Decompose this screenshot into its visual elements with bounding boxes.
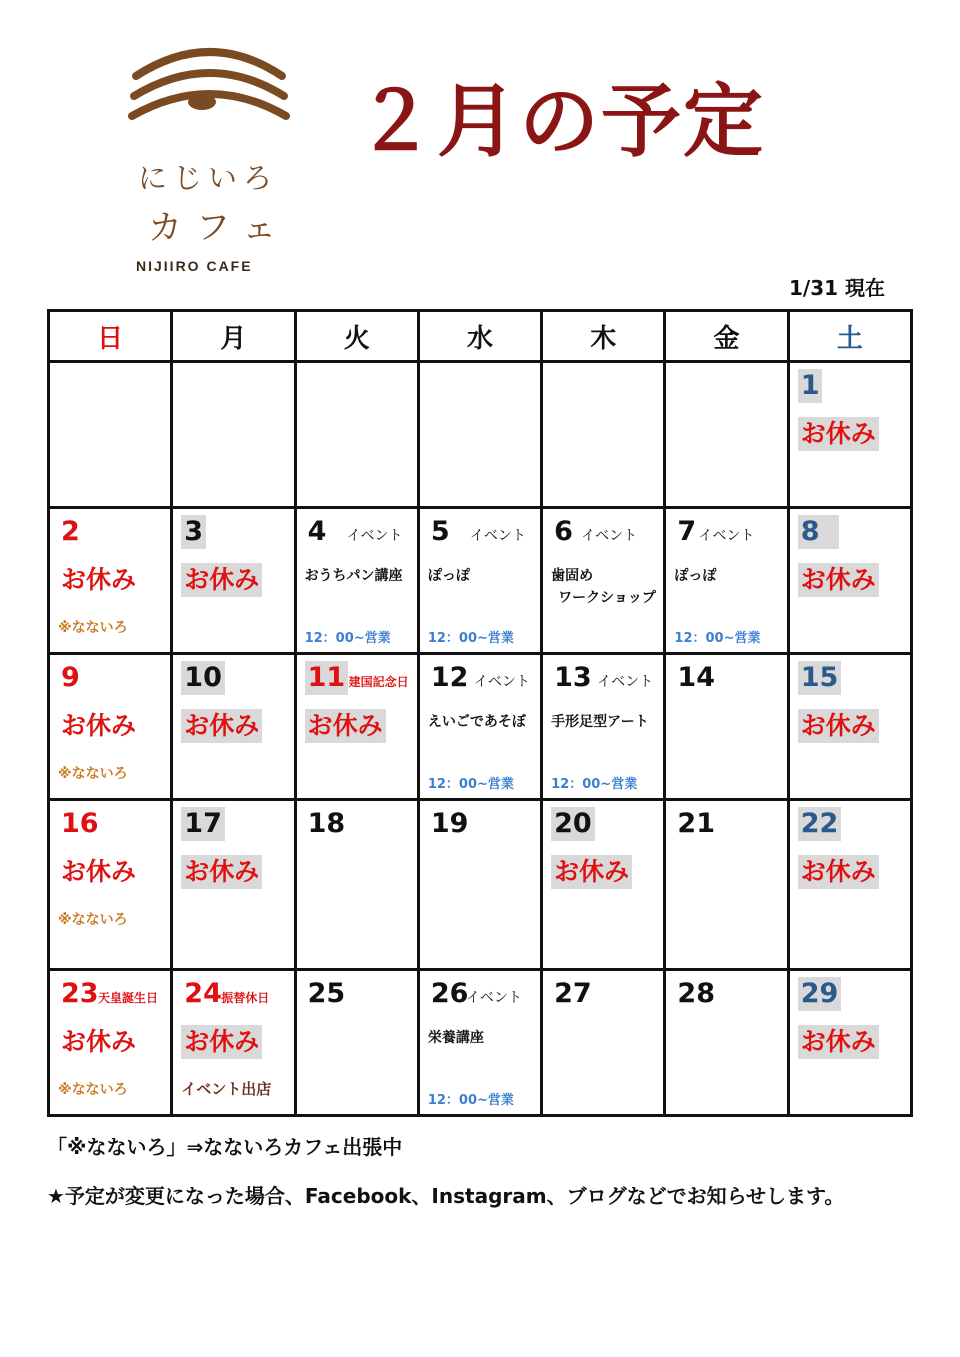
event-title: おうちパン講座 xyxy=(304,568,403,584)
cafe-logo xyxy=(120,38,300,274)
day-cell xyxy=(295,970,418,1116)
opening-hours: 12：00~営業 xyxy=(304,631,391,646)
day-number: 19 xyxy=(430,808,469,839)
week-row xyxy=(49,800,912,970)
opening-hours: 12：00~営業 xyxy=(427,631,514,646)
closed-label: お休み xyxy=(551,855,632,889)
day-number: 28 xyxy=(677,978,715,1009)
day-cell xyxy=(295,654,418,800)
day-cell xyxy=(788,654,911,800)
day-cell xyxy=(295,800,418,970)
closed-label: お休み xyxy=(798,417,879,451)
day-cell-empty xyxy=(49,362,172,508)
event-tag: イベント xyxy=(597,674,654,690)
event-booth-note: イベント出店 xyxy=(181,1080,272,1098)
day-number: 9 xyxy=(61,662,80,693)
event-title: 歯固め xyxy=(551,568,594,584)
opening-hours: 12：00~営業 xyxy=(427,777,514,792)
closed-label: お休み xyxy=(181,709,262,743)
day-number: 8 xyxy=(798,515,840,549)
page-title: ２月の予定 xyxy=(355,75,765,168)
event-title: えいごであそぼ xyxy=(427,714,526,730)
closed-label: お休み xyxy=(61,857,137,886)
day-number: 6 xyxy=(554,516,573,547)
day-number: 23 xyxy=(61,978,99,1009)
day-cell xyxy=(418,654,541,800)
holiday-label: 天皇誕生日 xyxy=(98,991,159,1005)
calendar-table xyxy=(47,309,913,1117)
day-cell xyxy=(418,508,541,654)
weekday-wednesday: 水 xyxy=(418,311,541,362)
day-cell-empty xyxy=(172,362,295,508)
closed-label: お休み xyxy=(798,563,879,597)
day-number: 26 xyxy=(430,978,469,1009)
event-title: 栄養講座 xyxy=(427,1030,484,1046)
weekday-saturday: 土 xyxy=(788,311,911,362)
nanairo-note: ※なないろ xyxy=(58,766,128,782)
day-number: 11 xyxy=(305,661,349,695)
day-cell xyxy=(665,508,788,654)
day-cell xyxy=(295,508,418,654)
day-number: 29 xyxy=(798,977,842,1011)
day-cell xyxy=(542,970,665,1116)
nanairo-note: ※なないろ xyxy=(58,1082,128,1098)
day-cell-empty xyxy=(295,362,418,508)
day-number: 1 xyxy=(798,369,823,403)
event-tag: イベント xyxy=(698,528,755,544)
day-cell xyxy=(788,800,911,970)
day-number: 22 xyxy=(798,807,842,841)
day-cell xyxy=(49,800,172,970)
closed-label: お休み xyxy=(305,709,386,743)
day-cell-empty xyxy=(665,362,788,508)
day-number: 12 xyxy=(430,662,469,693)
as-of-date: 1/31 現在 xyxy=(789,276,886,300)
week-row xyxy=(49,654,912,800)
closed-label: お休み xyxy=(181,855,262,889)
day-cell xyxy=(542,508,665,654)
day-cell xyxy=(49,508,172,654)
day-number: 7 xyxy=(677,516,697,547)
day-cell xyxy=(49,970,172,1116)
day-cell xyxy=(788,362,911,508)
closed-label: お休み xyxy=(61,1027,137,1056)
day-cell xyxy=(665,800,788,970)
event-tag: イベント xyxy=(581,528,638,544)
event-title: ぽっぽ xyxy=(427,568,470,584)
day-cell xyxy=(788,508,911,654)
logo-text-jp: にじいろ xyxy=(138,161,279,195)
event-tag: イベント xyxy=(473,674,530,690)
event-tag: イベント xyxy=(465,990,522,1006)
event-title: ぽっぽ xyxy=(674,568,717,584)
day-cell-empty xyxy=(418,362,541,508)
event-tag: イベント xyxy=(469,528,526,544)
weekday-friday: 金 xyxy=(665,311,788,362)
event-title-line2: ワークショップ xyxy=(558,590,656,606)
closed-label: お休み xyxy=(798,855,879,889)
day-cell xyxy=(418,800,541,970)
day-number: 17 xyxy=(181,807,225,841)
closed-label: お休み xyxy=(798,1025,879,1059)
event-title: 手形足型アート xyxy=(551,714,649,730)
opening-hours: 12：00~営業 xyxy=(551,777,638,792)
week-row xyxy=(49,362,912,508)
day-cell xyxy=(418,970,541,1116)
day-number: 18 xyxy=(307,808,346,839)
holiday-label: 振替休日 xyxy=(221,991,270,1005)
day-number: 14 xyxy=(677,662,715,693)
day-number: 16 xyxy=(61,808,99,839)
closed-label: お休み xyxy=(798,709,879,743)
day-cell xyxy=(542,654,665,800)
nanairo-note: ※なないろ xyxy=(58,912,128,928)
day-cell xyxy=(172,508,295,654)
day-cell xyxy=(49,654,172,800)
closed-label: お休み xyxy=(61,565,137,594)
closed-label: お休み xyxy=(181,563,262,597)
weekday-thursday: 木 xyxy=(542,311,665,362)
day-cell xyxy=(542,800,665,970)
weekday-header-row xyxy=(49,311,912,362)
day-number: 2 xyxy=(61,516,80,547)
logo-text-en: NIJIIRO CAFE xyxy=(136,258,253,274)
day-number: 25 xyxy=(307,978,346,1009)
week-row xyxy=(49,508,912,654)
day-number: 27 xyxy=(554,978,592,1009)
day-number: 21 xyxy=(677,808,715,839)
nanairo-note: ※なないろ xyxy=(58,620,128,636)
day-cell xyxy=(172,970,295,1116)
roof-logo-icon xyxy=(120,38,300,158)
day-number: 24 xyxy=(184,978,222,1009)
day-number: 5 xyxy=(430,516,450,547)
weekday-sunday: 日 xyxy=(49,311,172,362)
weekday-monday: 月 xyxy=(172,311,295,362)
week-row xyxy=(49,970,912,1116)
closed-label: お休み xyxy=(181,1025,262,1059)
day-cell xyxy=(172,654,295,800)
day-cell xyxy=(665,970,788,1116)
day-cell xyxy=(788,970,911,1116)
event-tag: イベント xyxy=(346,528,403,544)
day-number: 20 xyxy=(551,807,595,841)
weekday-tuesday: 火 xyxy=(295,311,418,362)
day-number: 4 xyxy=(307,516,327,547)
opening-hours: 12：00~営業 xyxy=(674,631,761,646)
day-number: 10 xyxy=(181,661,225,695)
schedule-change-note: ★予定が変更になった場合、Facebook、Instagram、ブログなどでお知らせします。 xyxy=(47,1184,845,1208)
closed-label: お休み xyxy=(61,711,137,740)
day-number: 3 xyxy=(181,515,206,549)
opening-hours: 12：00~営業 xyxy=(427,1093,514,1108)
nanairo-legend-note: 「※なないろ」⇒なないろカフェ出張中 xyxy=(47,1135,403,1159)
logo-text-cafe: カフェ xyxy=(148,208,291,248)
day-number: 13 xyxy=(554,662,592,693)
day-cell xyxy=(665,654,788,800)
holiday-label: 建国記念日 xyxy=(348,675,409,689)
day-cell-empty xyxy=(542,362,665,508)
day-number: 15 xyxy=(798,661,842,695)
day-cell xyxy=(172,800,295,970)
